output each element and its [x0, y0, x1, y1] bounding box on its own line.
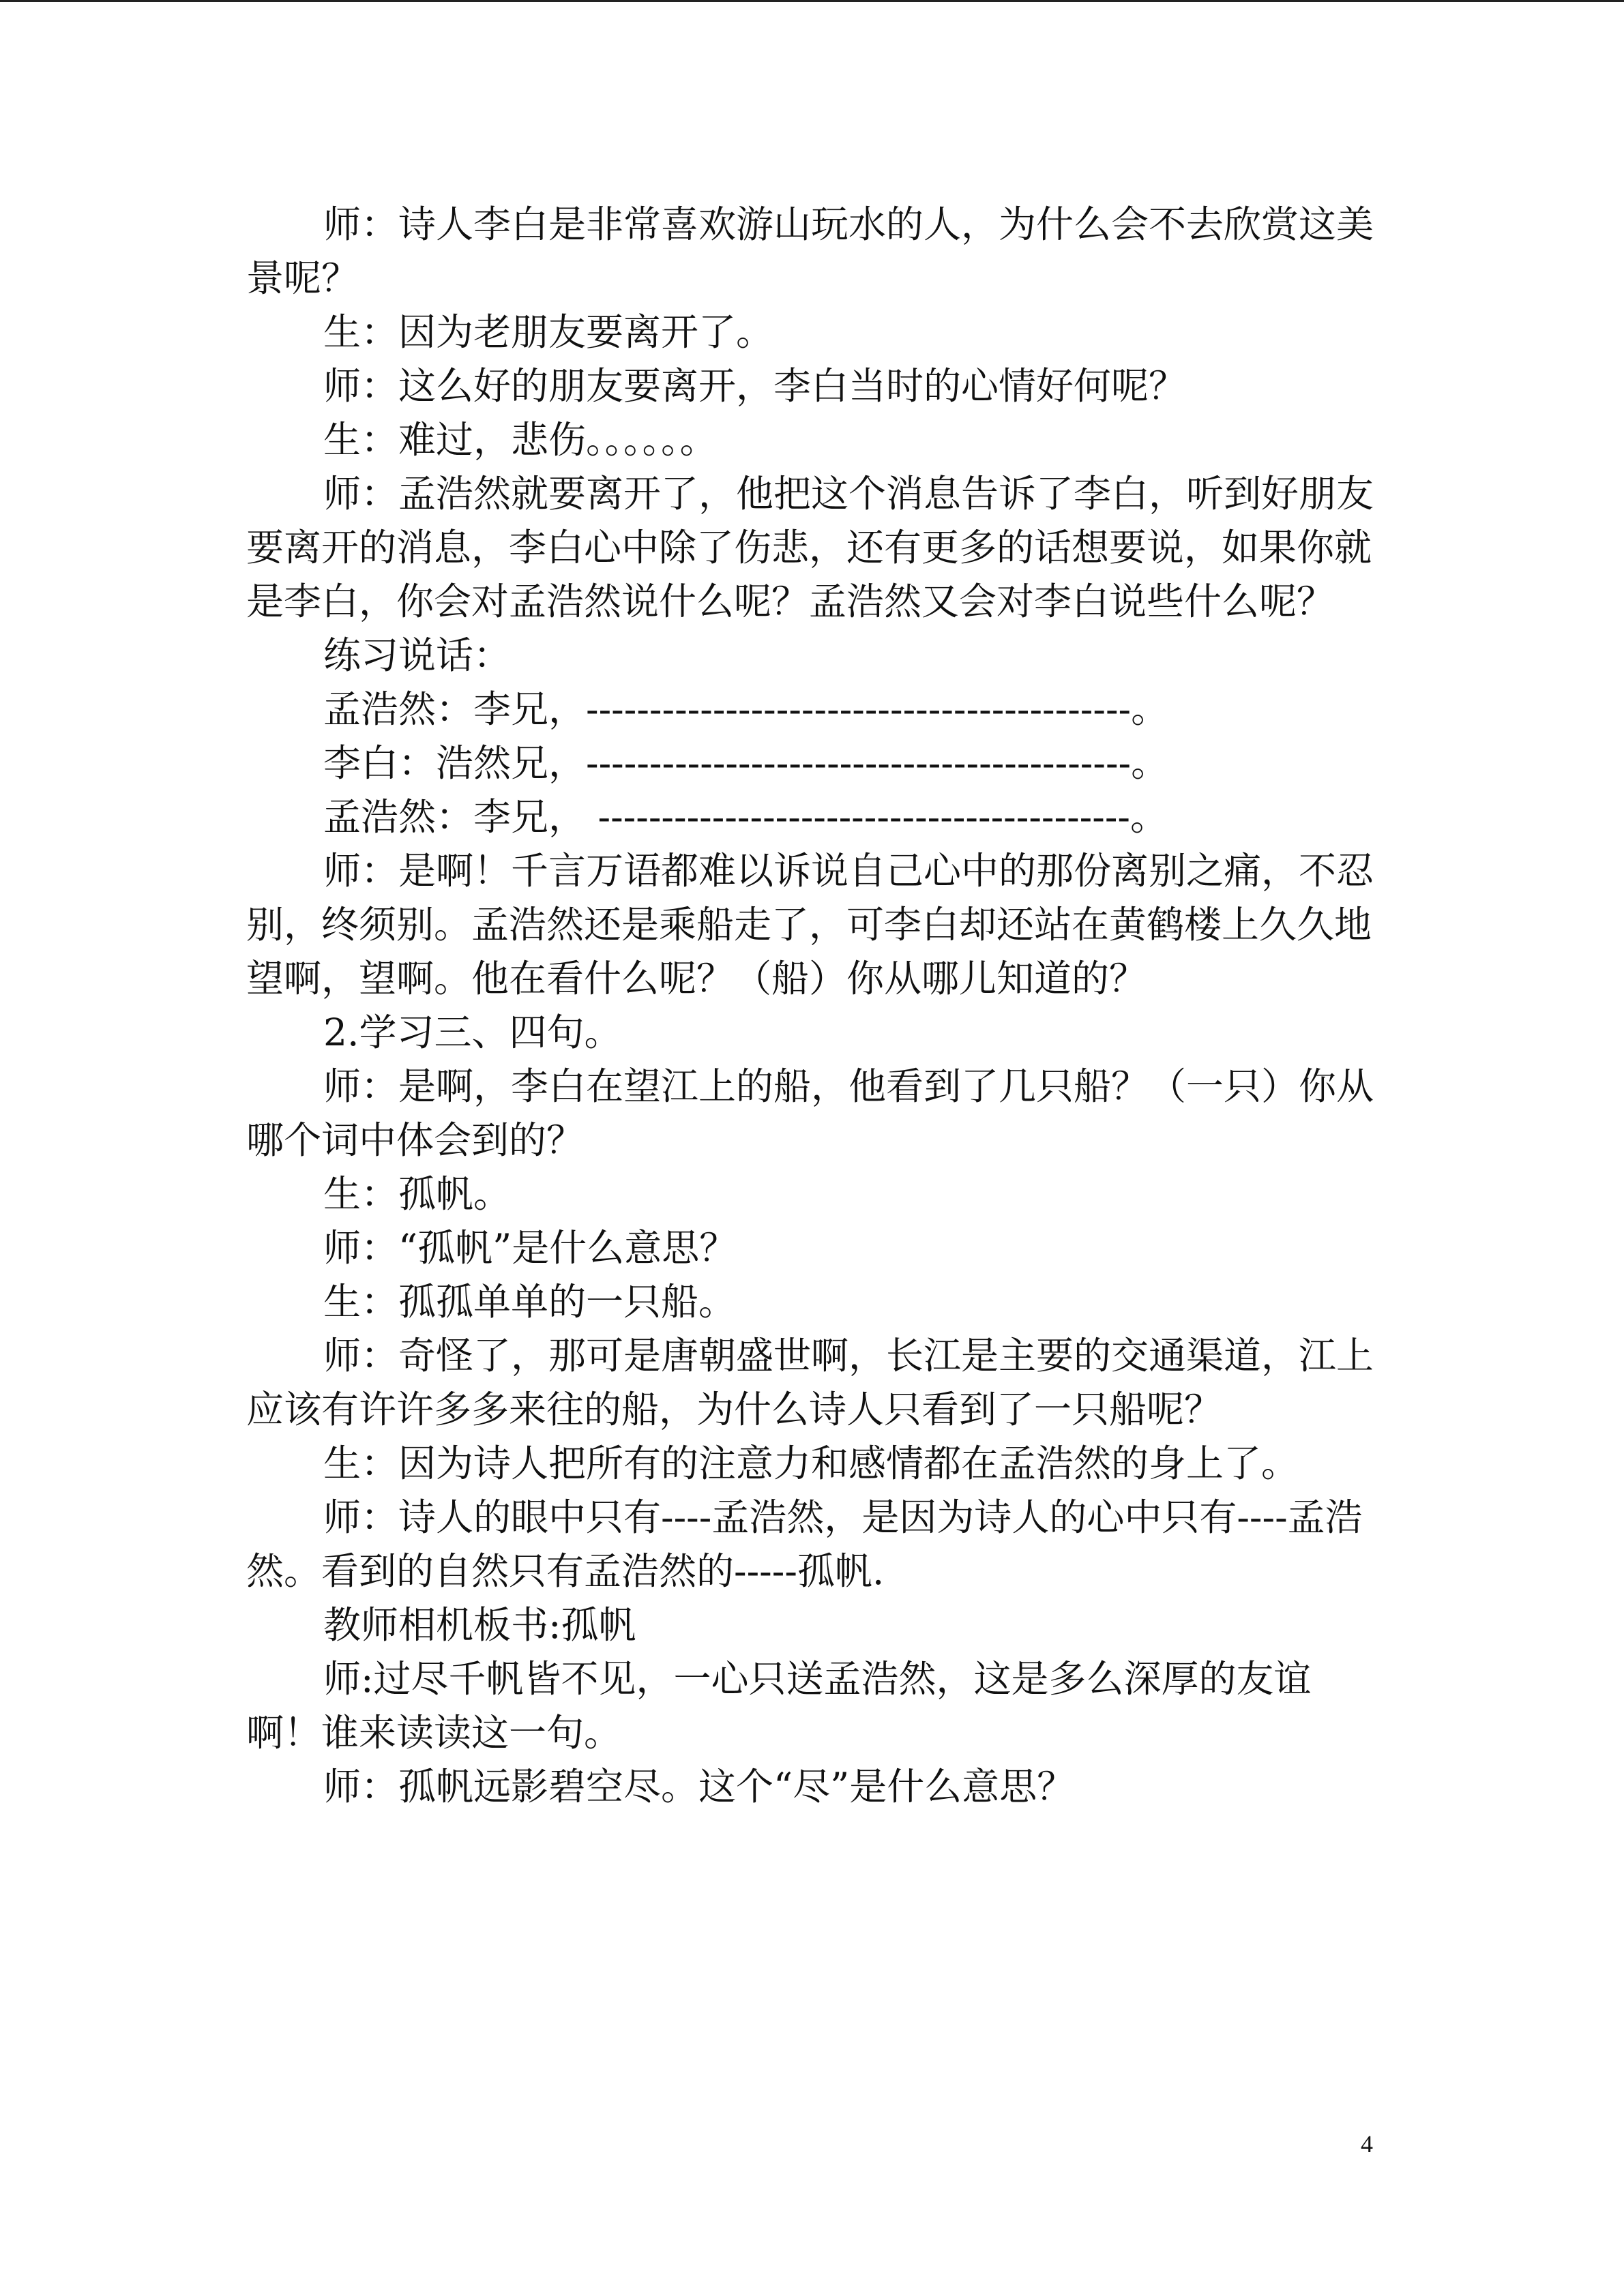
- page-number: 4: [1361, 2130, 1373, 2158]
- paragraph-12: 师：是啊，李白在望江上的船，他看到了几只船？（一只）你从哪个词中体会到的？: [246, 1064, 1374, 1162]
- paragraph-17: 生：因为诗人把所有的注意力和感情都在孟浩然的身上了。: [323, 1442, 1299, 1485]
- paragraph-21: 师：孤帆远影碧空尽。这个“尽”是什么意思？: [323, 1765, 1075, 1808]
- paragraph-16: 师：奇怪了，那可是唐朝盛世啊，长江是主要的交通渠道，江上应该有许许多多来往的船，为什么诗人只看到了一只船呢？: [246, 1334, 1374, 1431]
- paragraph-15: 生：孤孤单单的一只船。: [323, 1280, 737, 1324]
- paragraph-10: 师：是啊！千言万语都难以诉说自己心中的那份离别之痛，不忍别，终须别。孟浩然还是乘船走了，可李白却还站在黄鹤楼上久久地望啊，望啊。他在看什么呢？（船）你从哪儿知道的？: [246, 849, 1374, 1000]
- paragraph-1: 师：诗人李白是非常喜欢游山玩水的人，为什么会不去欣赏这美景呢？: [246, 203, 1374, 300]
- practice-line-1: 孟浩然：李兄，-------------------------------------------。: [323, 687, 1169, 731]
- paragraph-13: 生：孤帆。: [323, 1172, 512, 1216]
- paragraph-20: 师:过尽千帆皆不见，一心只送孟浩然，这是多么深厚的友谊啊！谁来读读这一句。: [246, 1657, 1312, 1755]
- top-border-line: [0, 0, 1624, 2]
- paragraph-3: 师：这么好的朋友要离开，李白当时的心情好何呢？: [323, 364, 1187, 408]
- section-heading: 2.学习三、四句。: [323, 1011, 622, 1054]
- paragraph-2: 生：因为老朋友要离开了。: [323, 310, 774, 354]
- practice-line-2: 李白：浩然兄，-------------------------------------------。: [323, 741, 1169, 785]
- paragraph-5: 师：孟浩然就要离开了，他把这个消息告诉了李白，听到好朋友要离开的消息，李白心中除了伤悲，还有更多的话想要说，如果你就是李白，你会对孟浩然说什么呢？孟浩然又会对李白说些什么呢？: [246, 472, 1374, 623]
- paragraph-6: 练习说话：: [323, 633, 512, 677]
- paragraph-4: 生：难过，悲伤。。。。。。: [323, 418, 718, 462]
- practice-line-3: 孟浩然：李兄， ------------------------------------------。: [323, 795, 1168, 839]
- paragraph-18: 师：诗人的眼中只有----孟浩然，是因为诗人的心中只有----孟浩然。看到的自然只有孟浩然的-----孤帆.: [246, 1495, 1363, 1593]
- paragraph-14: 师：“孤帆”是什么意思？: [323, 1226, 737, 1270]
- document-body: [246, 198, 1378, 1814]
- board-note: 教师相机板书:孤帆: [323, 1603, 636, 1647]
